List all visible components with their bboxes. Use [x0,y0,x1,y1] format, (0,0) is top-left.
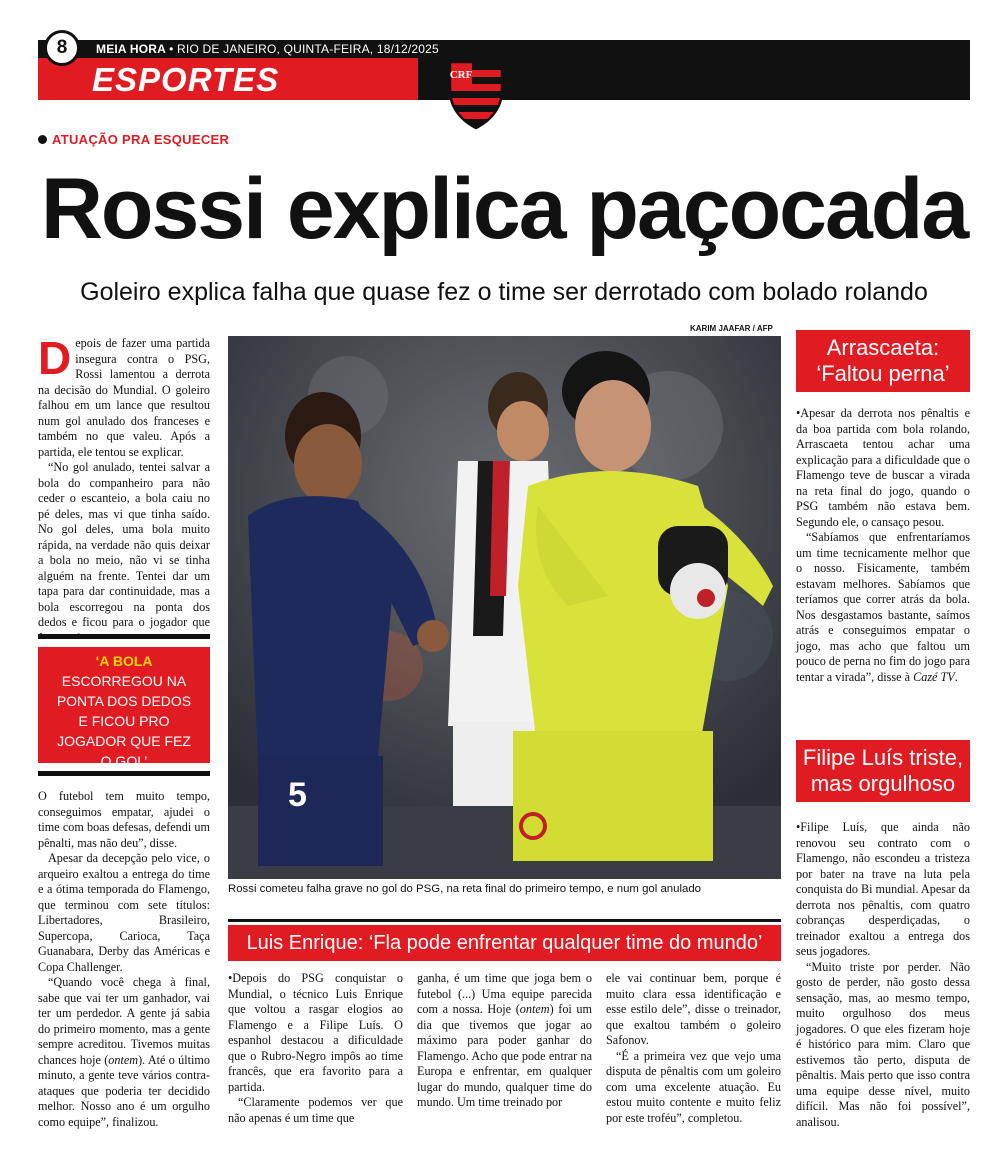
subheadline: Goleiro explica falha que quase fez o time ser derrotado com bolado rolando [80,278,928,306]
photo-credit: KARIM JAAFAR / AFP [690,324,773,333]
page-number: 8 [44,30,80,66]
kicker-text: ATUAÇÃO PRA ESQUECER [52,132,230,147]
paragraph: Apesar da decepção pelo vice, o arqueiro exaltou a entrega do time e a ótima temporada do Flamengo, que terminou com sete títulos: Libertadores, Brasileiro, Supercopa, Carioca, Taça Guanabara, Derby das Américas e Copa Challenger. [38,851,210,974]
lead-paragraph [38,332,210,460]
sidebar-title-arrascaeta [796,330,970,392]
pull-quote-text: ESCORREGOU NA PONTA DOS DEDOS E FICOU PRO JOGADOR QUE FEZ O GOL’ [56,673,192,769]
drop-cap: D [38,332,72,384]
paragraph-part: “Quando você chega à final, sabe que vai ter um ganhador, vai ter um perdedor. A gente já sabia do primeiro momento, mas a gente sempre acreditou. Tivemos muitas chances hoje ( [38,975,210,1067]
paragraph-part: ). Até o último minuto, a gente teve vários contra-ataques que poderia ter decidido melhor. Nosso ano é um orgulho como equipe”, finalizou. [38,1052,210,1129]
paragraph: ele vai continuar bem, porque é muito clara essa identificação e esse estilo dele”, disse o treinador, que exaltou também o goleiro Safonov. [606,971,781,1047]
dateline: • RIO DE JANEIRO, QUINTA-FEIRA, 18/12/2025 [169,42,439,56]
paragraph [228,971,403,1095]
paragraph: “É a primeira vez que vejo uma disputa de pênaltis com um goleiro com uma excelente atuação. Eu estou muito contente e muito feliz por este troféu”, completou. [606,1048,781,1125]
sidebar-title-line: Arrascaeta: [826,335,940,360]
pull-quote-box [38,647,210,769]
paragraph-part: ) foi um dia que tivemos que jogar ao máximo para poder ganhar do Flamengo. Acho que pode entrar na Europa e enfrentar, em qualquer lugar do mundo, qualquer time do mundo. Um time treinado por [417,1002,592,1109]
sidebar-title-filipe-luis [796,740,970,802]
pull-quote [38,634,210,776]
left-column-top [38,332,210,646]
bullet-dot-icon: • [796,406,801,420]
sidebar-title-line: Filipe Luís triste, [802,745,964,770]
pull-quote-lead: ‘A BOLA [95,653,153,669]
emphasis: Cazé TV [913,669,955,684]
sidebar-filipe-luis-text [796,820,970,1130]
bottom-column-3 [606,971,781,1126]
paragraph-part: ganha, é um time que joga bem o futebol (...) Uma equipe parecida com a nossa. Hoje ( [417,971,592,1016]
paragraph [796,530,970,685]
paragraph [796,406,970,530]
paragraph: “Claramente podemos ver que não apenas é um time que [228,1095,403,1125]
emphasis: ontem [108,1052,139,1067]
paragraph-text: Apesar da derrota nos pênaltis e da boa partida com bola rolando, Arrascaeta tentou achar uma explicação para a dificuldade que o Flamengo teve de buscar a virada na reta final do jogo, quando o PSG também não estava bem. Segundo ele, o cansaço pesou. [796,406,970,529]
crest-letters: CRF [449,69,473,81]
paragraph-part: . [954,669,958,684]
bottom-column-1 [228,971,403,1126]
sidebar-arrascaeta-text [796,406,970,685]
quote-paragraph: “No gol anulado, tentei salvar a bola do companheiro para não ceder o escanteio, a bola caiu no pé deles, mas vi que tinha saído. No gol deles, uma bola muito rápida, na verdade não quis deixar a bola no meio, não vi se tinha alguém na frente. Tentei dar um tapa para dar continuidade, mas a bola escorregou na ponta dos dedos e ficou para o jogador que [38,460,210,629]
paragraph [417,971,592,1111]
shirt-number: 5 [288,776,307,814]
photo-caption: Rossi cometeu falha grave no gol do PSG, na reta final do primeiro tempo, e num gol anulado [228,883,701,895]
bullet-dot-icon [38,135,47,144]
dateline-bar [96,40,439,58]
headline: Rossi explica paçocada [40,161,968,257]
sidebar-title-line: ‘Faltou perna’ [816,361,950,386]
bottom-column-2 [417,971,592,1111]
paragraph-part: “Sabíamos que enfrentaríamos um time tecnicamente melhor que o nosso. Fisicamente, também estavam melhores. Sabíamos que teríamos que correr atrás da bola. Nos desgastamos bastante, saímos atrás e conseguimos empatar o jogo, mas acho que faltou um pouco de perna no fim do jogo para tentar a virada”, disse à [796,530,970,684]
newspaper-name: MEIA HORA [96,42,166,56]
paragraph-text: Filipe Luís, que ainda não renovou seu contrato com o Flamengo, não escondeu a tristeza por bater na trave na luta pela conquista do Bi mundial. Apesar da derrota nos pênaltis, com quatro cobranças desperdiçadas, o treinador exaltou a entrega dos seus jogadores. [796,820,970,958]
flamengo-crest-icon [448,60,504,130]
bullet-dot-icon: • [796,820,801,834]
paragraph: “Muito triste por perder. Não gosto de perder, não gosto dessa sensação, mas, ao mesmo tempo, muito orgulhoso dos meus jogadores. O que eles fizeram hoje é histórico para mim. Claro que estivemos tão perto, disputa de pênaltis. Mais perto que isso contra uma equipe desse nível, muito difícil. Mas não foi possível”, analisou. [796,959,970,1129]
banner-rule [228,919,781,922]
photo-illustration [228,336,781,879]
left-column-bottom [38,789,210,1130]
bottom-banner-title: Luis Enrique: ‘Fla pode enfrentar qualquer time do mundo’ [246,932,763,954]
bullet-dot-icon: • [228,971,233,985]
main-photo [228,336,781,879]
kicker [38,132,229,147]
paragraph: O futebol tem muito tempo, conseguimos empatar, ajudei o time com boas defesas, defendi um pênalti, mas não deu”, disse. [38,789,210,850]
emphasis: ontem [519,1002,550,1016]
section-name: ESPORTES [92,61,280,98]
lead-paragraph-text: epois de fazer uma partida insegura contra o PSG, Rossi lamentou a derrota na decisão do Mundial. O goleiro falhou em um lance que resultou num gol anulado dos franceses e também no que valeu. Após a partida, ele tentou se explicar. [38,336,210,459]
paragraph [796,820,970,960]
paragraph [38,975,210,1130]
sidebar-title-line: mas orgulhoso [810,771,956,796]
paragraph-text: Depois do PSG conquistar o Mundial, o técnico Luis Enrique que voltou a rasgar elogios ao Flamengo e a Filipe Luís. O espanhol destacou a dificuldade que o Rubro-Negro impôs ao time francês, que era favorito para a partida. [228,971,403,1094]
